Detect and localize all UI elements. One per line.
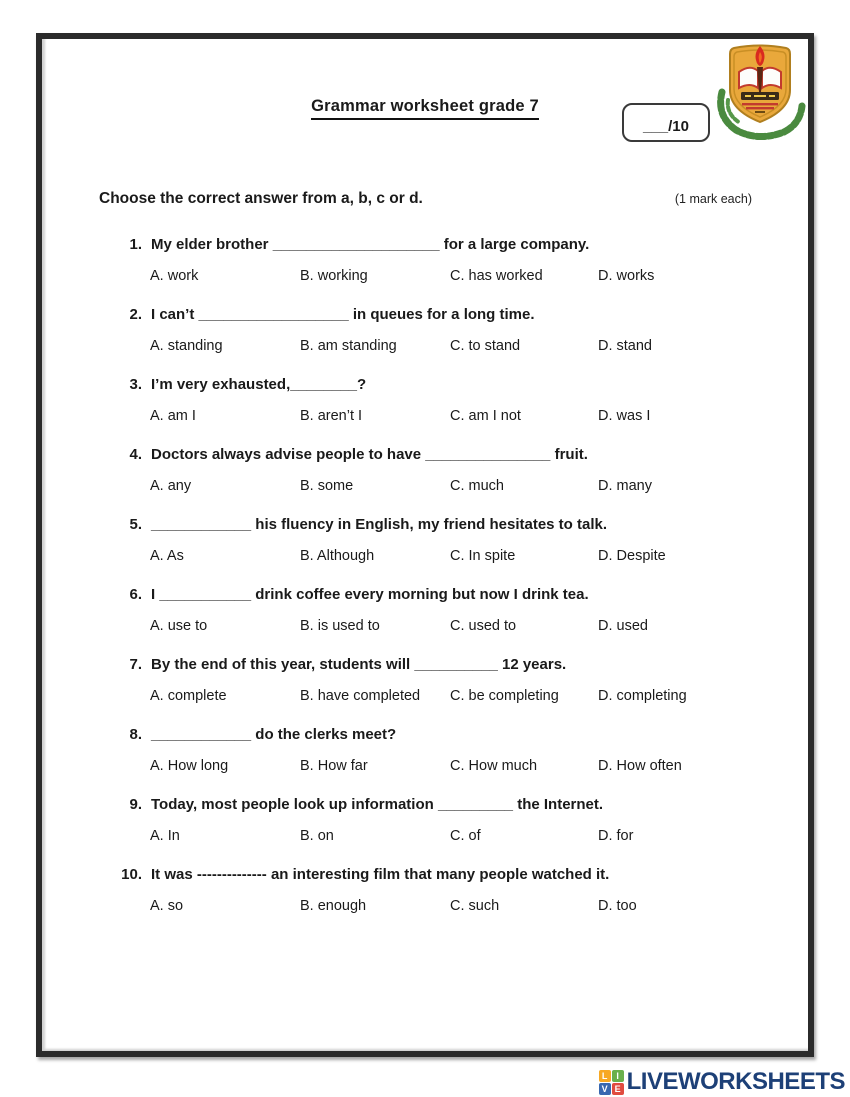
option-c[interactable]: C. much bbox=[450, 478, 504, 494]
option-b[interactable]: B. on bbox=[300, 828, 334, 844]
school-crest-logo bbox=[714, 40, 806, 140]
option-d[interactable]: D. completing bbox=[598, 688, 687, 704]
page-frame bbox=[36, 33, 814, 1057]
option-a[interactable]: A. As bbox=[150, 548, 184, 564]
question-text: ____________ his fluency in English, my friend hesitates to talk. bbox=[151, 516, 608, 533]
lw-cell-v: V bbox=[599, 1083, 611, 1095]
question-number: 4. bbox=[129, 446, 142, 463]
question-number: 6. bbox=[129, 586, 142, 603]
question-6 bbox=[115, 585, 788, 636]
option-a[interactable]: A. complete bbox=[150, 688, 227, 704]
option-a[interactable]: A. How long bbox=[150, 758, 229, 774]
option-a[interactable]: A. use to bbox=[150, 618, 208, 634]
option-b[interactable]: B. Although bbox=[300, 548, 375, 564]
question-text: My elder brother ____________________ for a large company. bbox=[151, 236, 590, 253]
lw-cell-e: E bbox=[612, 1083, 624, 1095]
crest-mark bbox=[755, 111, 765, 113]
option-b[interactable]: B. is used to bbox=[300, 618, 380, 634]
option-d[interactable]: D. too bbox=[598, 898, 637, 914]
crest-book-right bbox=[762, 68, 781, 88]
option-a[interactable]: A. standing bbox=[150, 338, 223, 354]
lw-cell-l: L bbox=[599, 1070, 611, 1082]
question-number: 2. bbox=[129, 306, 142, 323]
option-b[interactable]: B. have completed bbox=[300, 688, 421, 704]
option-c[interactable]: C. used to bbox=[450, 618, 517, 634]
instruction-text: Choose the correct answer from a, b, c or d. bbox=[99, 190, 423, 207]
option-b[interactable]: B. enough bbox=[300, 898, 367, 914]
question-number: 10. bbox=[121, 866, 142, 883]
option-d[interactable]: D. stand bbox=[598, 338, 652, 354]
option-c[interactable]: C. to stand bbox=[450, 338, 521, 354]
question-list bbox=[115, 235, 788, 916]
question-text: By the end of this year, students will __________ 12 years. bbox=[151, 656, 567, 673]
question-1 bbox=[115, 235, 788, 286]
option-d[interactable]: D. Despite bbox=[598, 548, 666, 564]
liveworksheets-icon bbox=[599, 1070, 624, 1095]
option-d[interactable]: D. many bbox=[598, 478, 652, 494]
question-number: 5. bbox=[129, 516, 142, 533]
page-title: Grammar worksheet grade 7 bbox=[311, 97, 539, 120]
question-text: Today, most people look up information _________ the Internet. bbox=[151, 796, 604, 813]
option-a[interactable]: A. so bbox=[150, 898, 184, 914]
option-a[interactable]: A. any bbox=[150, 478, 192, 494]
liveworksheets-footer[interactable] bbox=[599, 1068, 845, 1096]
question-number: 1. bbox=[129, 236, 142, 253]
liveworksheets-wordmark: LIVEWORKSHEETS bbox=[626, 1068, 845, 1095]
option-c[interactable]: C. am I not bbox=[450, 408, 521, 424]
option-b[interactable]: B. am standing bbox=[300, 338, 397, 354]
option-d[interactable]: D. for bbox=[598, 828, 634, 844]
option-c[interactable]: C. of bbox=[450, 828, 481, 844]
question-text: Doctors always advise people to have _______________ fruit. bbox=[151, 446, 588, 463]
marks-note: (1 mark each) bbox=[674, 192, 752, 206]
question-text: I’m very exhausted,________? bbox=[151, 376, 367, 393]
question-text: It was -------------- an interesting film that many people watched it. bbox=[151, 866, 610, 883]
question-7 bbox=[115, 655, 788, 706]
score-value: ___/10 bbox=[643, 118, 689, 135]
question-5 bbox=[115, 515, 788, 566]
option-c[interactable]: C. In spite bbox=[450, 548, 516, 564]
option-b[interactable]: B. working bbox=[300, 268, 368, 284]
question-number: 9. bbox=[129, 796, 142, 813]
question-text: ____________ do the clerks meet? bbox=[151, 726, 397, 743]
option-d[interactable]: D. was I bbox=[598, 408, 651, 424]
option-a[interactable]: A. work bbox=[150, 268, 199, 284]
question-10 bbox=[115, 865, 788, 916]
crest-band-mark bbox=[769, 95, 775, 97]
question-4 bbox=[115, 445, 788, 496]
question-text: I ___________ drink coffee every morning but now I drink tea. bbox=[151, 586, 589, 603]
question-text: I can’t __________________ in queues for a long time. bbox=[151, 306, 535, 323]
option-b[interactable]: B. aren’t I bbox=[300, 408, 363, 424]
option-c[interactable]: C. How much bbox=[450, 758, 538, 774]
option-d[interactable]: D. How often bbox=[598, 758, 682, 774]
option-d[interactable]: D. used bbox=[598, 618, 648, 634]
question-number: 8. bbox=[129, 726, 142, 743]
option-c[interactable]: C. such bbox=[450, 898, 500, 914]
score-box[interactable] bbox=[622, 103, 710, 142]
question-2 bbox=[115, 305, 788, 356]
option-a[interactable]: A. In bbox=[150, 828, 180, 844]
crest-band-mark bbox=[754, 95, 766, 97]
option-b[interactable]: B. How far bbox=[300, 758, 368, 774]
crest-band-mark bbox=[745, 95, 751, 97]
option-d[interactable]: D. works bbox=[598, 268, 655, 284]
question-3 bbox=[115, 375, 788, 426]
option-a[interactable]: A. am I bbox=[150, 408, 196, 424]
question-9 bbox=[115, 795, 788, 846]
option-b[interactable]: B. some bbox=[300, 478, 354, 494]
question-8 bbox=[115, 725, 788, 776]
question-number: 7. bbox=[129, 656, 142, 673]
crest-redline bbox=[746, 107, 774, 109]
option-c[interactable]: C. has worked bbox=[450, 268, 543, 284]
page-content bbox=[42, 39, 808, 1051]
lw-cell-i: I bbox=[612, 1070, 624, 1082]
crest-book-left bbox=[739, 68, 758, 88]
crest-redline bbox=[742, 103, 778, 105]
option-c[interactable]: C. be completing bbox=[450, 688, 559, 704]
question-number: 3. bbox=[129, 376, 142, 393]
